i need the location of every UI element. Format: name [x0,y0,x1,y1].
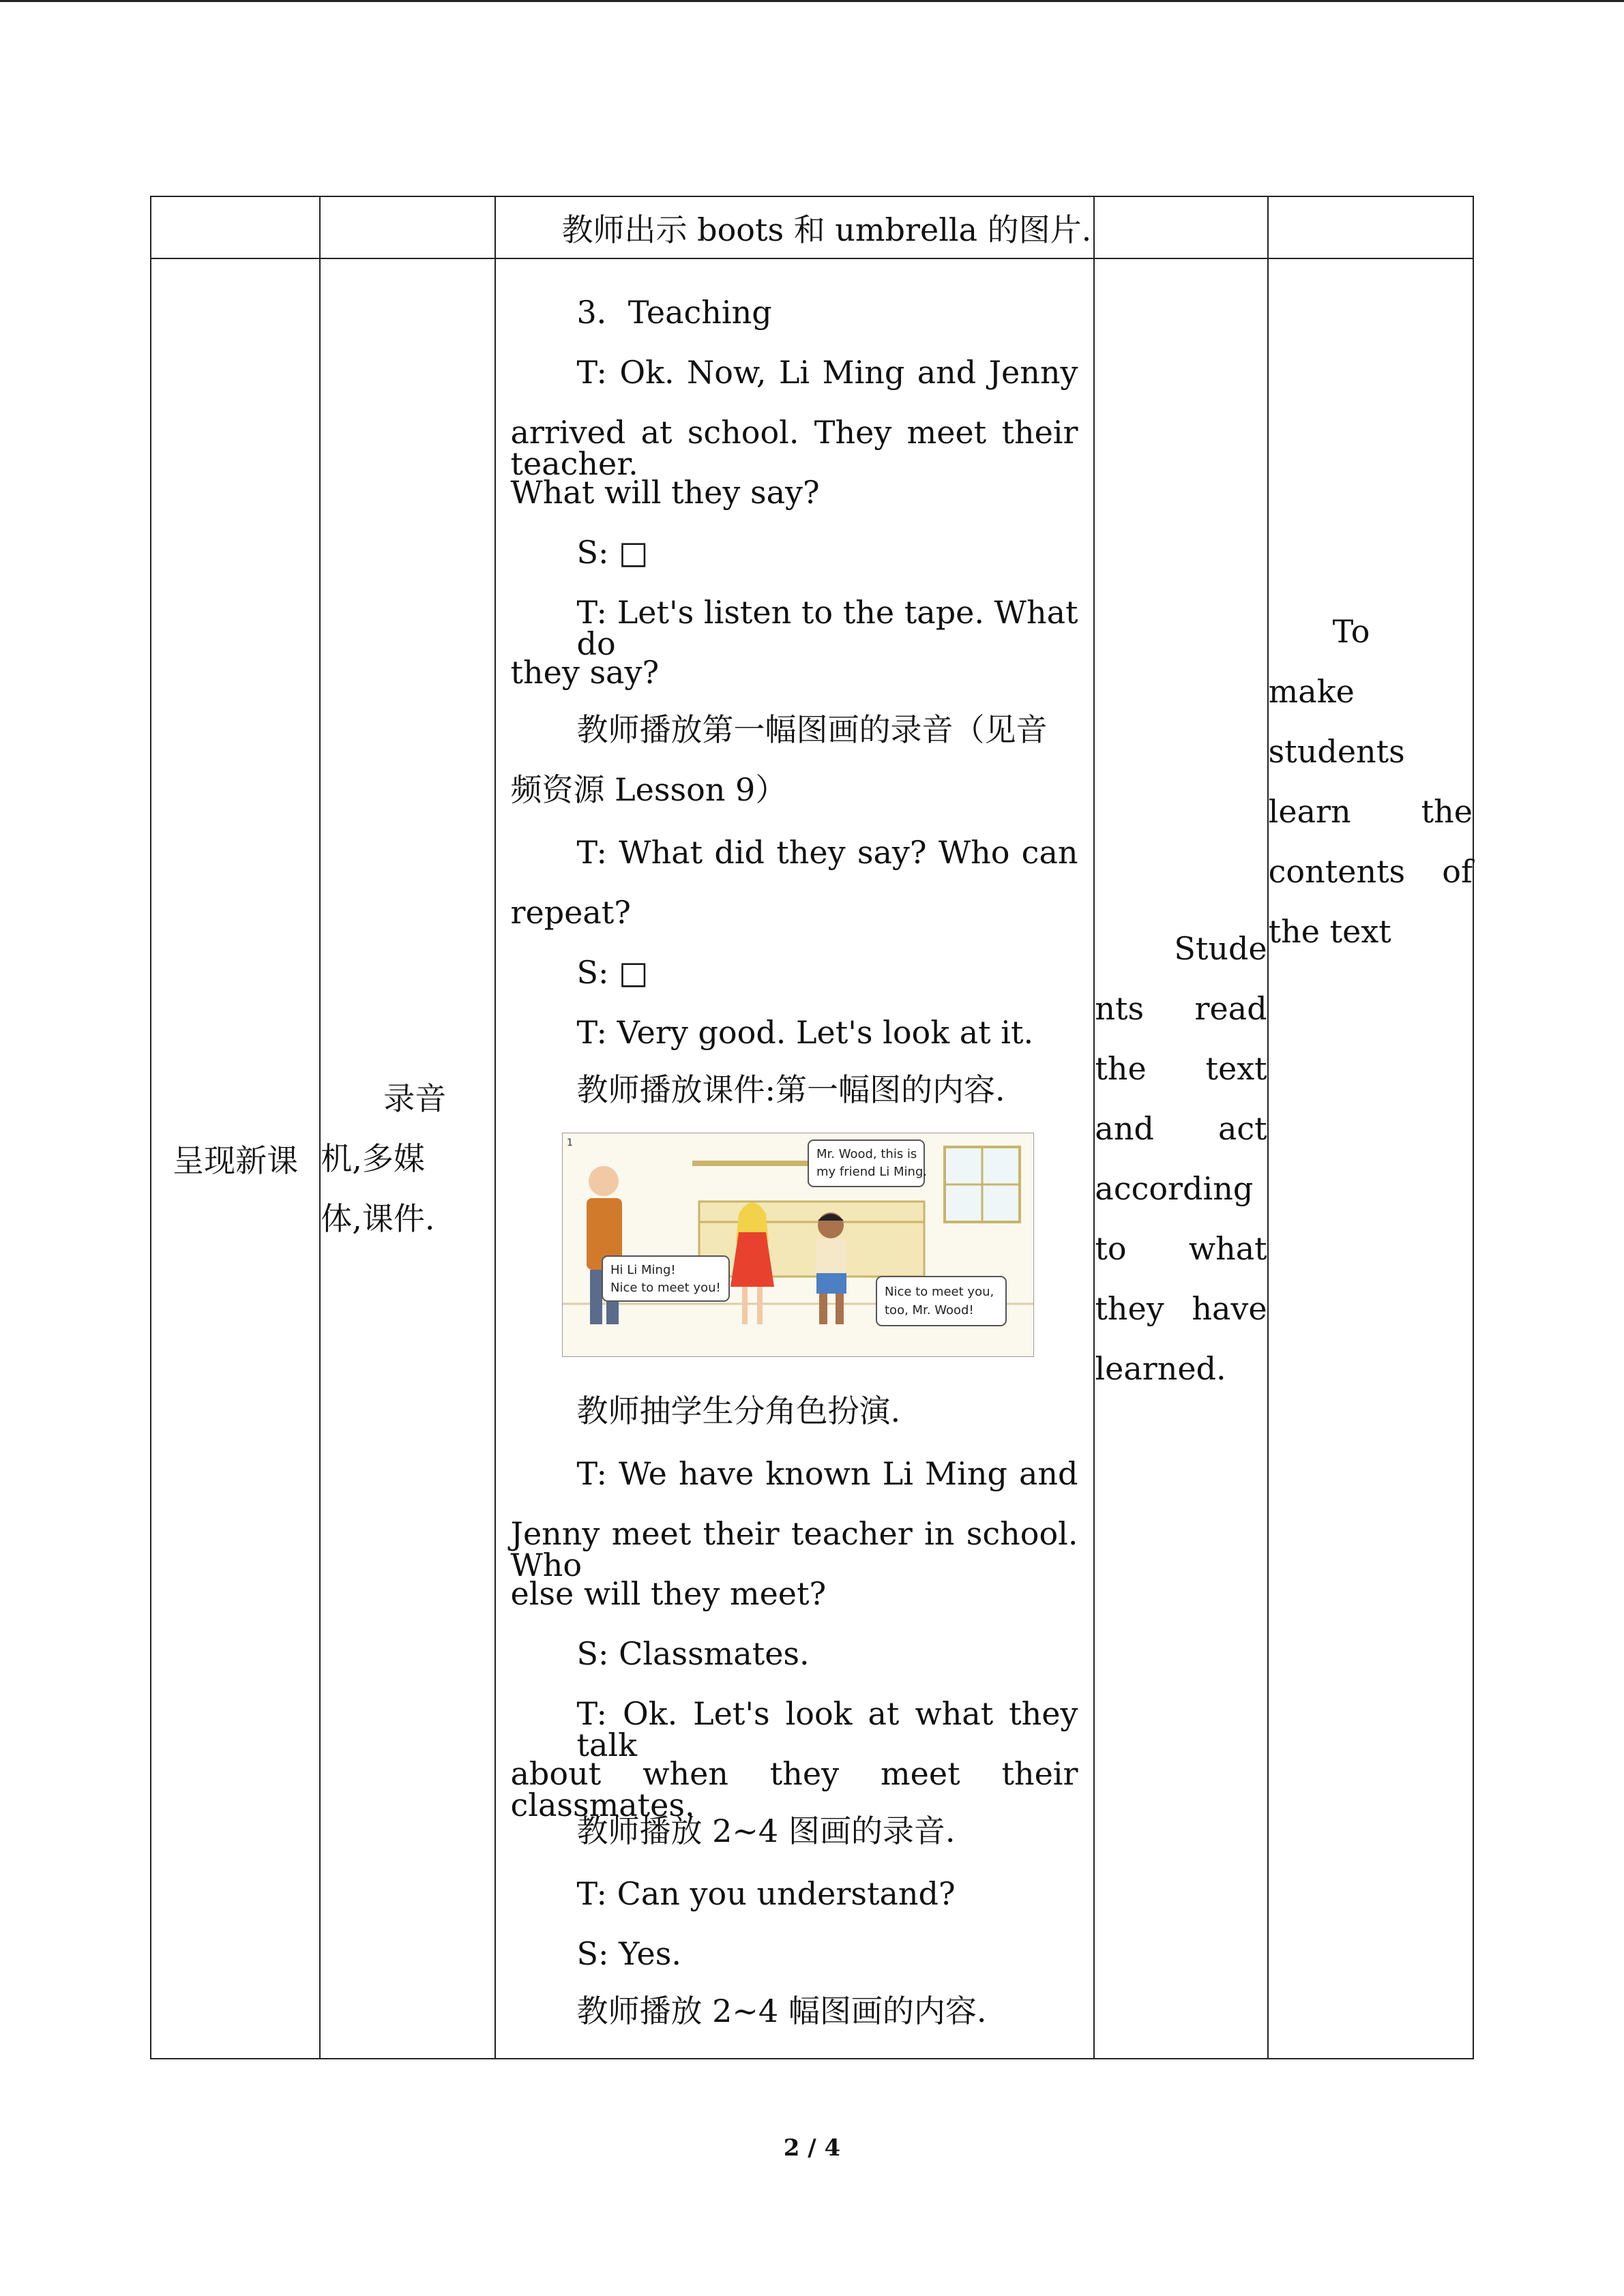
equipment-line: 录音 [383,1080,447,1117]
picture-number: 1 [566,1137,573,1148]
bubble-line: too, Mr. Wood! [884,1303,974,1317]
bubble-line: my friend Li Ming. [816,1165,927,1179]
bubble-line: Nice to meet you! [610,1281,721,1295]
process-line: S: □ [576,954,649,991]
student-activity-cell [1094,258,1267,2059]
process-line: else will they meet? [510,1575,827,1612]
process-text: 教师出示 boots 和 umbrella 的图片. [561,211,1092,248]
purpose-line: To [1332,613,1370,650]
process-line: S: □ [576,534,649,571]
process-line: What will they say? [510,474,820,511]
process-line: T: Ok. Let's look at what they talk [576,1695,1078,1763]
process-line: 教师播放第一幅图画的录音（见音 [576,711,1048,748]
process-line: 教师抽学生分角色扮演. [576,1392,901,1429]
activity-line: the text [1095,1050,1267,1087]
process-line: 频资源 Lesson 9） [510,771,787,808]
stage-cell [151,258,320,2059]
purpose-cell [1268,258,1473,2059]
table-row [151,258,1473,2059]
process-line: 教师播放 2~4 图画的录音. [576,1813,956,1849]
bubble-line: Mr. Wood, this is [816,1147,917,1161]
purpose-line: contents of [1268,853,1473,890]
table-row [151,196,1473,258]
process-line: T: What did they say? Who can [576,834,1078,871]
process-line: T: Very good. Let's look at it. [576,1014,1034,1051]
equipment-line: 体,课件. [321,1200,435,1237]
equipment-cell-empty [320,196,494,258]
equipment-line: 机,多媒 [321,1140,425,1177]
activity-line: nts read [1095,990,1267,1027]
process-cell [495,258,1095,2059]
activity-line: they have [1095,1290,1267,1327]
process-line: repeat? [510,894,631,931]
page-number: 2 / 4 [783,2134,841,2162]
process-line: they say? [510,654,660,691]
process-line: arrived at school. They meet their teacher. [510,414,1078,482]
activity-line: Stude [1174,930,1267,967]
process-line: 教师播放 2~4 幅图画的内容. [576,1993,987,2029]
purpose-line: students [1268,733,1405,770]
purpose-line: learn the [1268,793,1473,830]
process-line: T: Let's listen to the tape. What do [576,594,1078,662]
lesson-plan-table [150,196,1474,2059]
process-line: Jenny meet their teacher in school. Who [510,1515,1078,1583]
stage-cell-empty [151,196,320,258]
page-top-border [0,0,1624,2]
activity-line: to what [1095,1230,1267,1267]
student-activity-cell-empty [1094,196,1267,258]
lesson-illustration [562,1133,1034,1357]
process-cell [495,196,1095,258]
stage-label: 呈现新课 [173,1142,299,1179]
process-line: about when they meet their classmates. [510,1755,1078,1823]
purpose-cell-empty [1268,196,1473,258]
process-line: S: Yes. [576,1935,681,1972]
purpose-line: make [1268,673,1355,710]
bubble-line: Nice to meet you, [884,1285,994,1299]
process-line: T: Can you understand? [576,1875,956,1912]
process-line: 教师播放课件:第一幅图的内容. [576,1071,1005,1108]
process-line: 3．Teaching [576,294,772,331]
process-line: T: We have known Li Ming and [576,1455,1078,1492]
process-line: T: Ok. Now, Li Ming and Jenny [576,354,1078,391]
process-line: S: Classmates. [576,1635,810,1672]
bubble-line: Hi Li Ming! [610,1263,676,1277]
purpose-line: the text [1268,913,1391,950]
equipment-cell [320,258,494,2059]
activity-line: according [1095,1170,1254,1207]
activity-line: and act [1095,1110,1267,1147]
activity-line: learned. [1095,1350,1226,1387]
